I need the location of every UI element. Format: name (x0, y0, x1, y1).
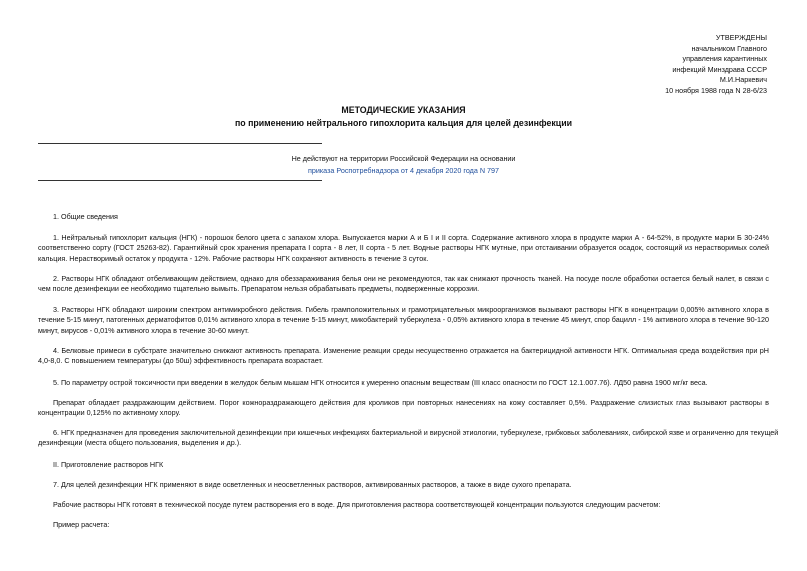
approval-line: УТВЕРЖДЕНЫ (715, 33, 767, 42)
divider-top (38, 143, 322, 144)
repeal-order-link[interactable]: приказа Роспотребнадзора от 4 декабря 2020 года N 797 (307, 166, 500, 175)
paragraph-10: Пример расчета: (53, 520, 110, 529)
divider-bottom (38, 180, 322, 181)
status-notice: Не действуют на территории Российской Федерации на основании (291, 154, 516, 163)
paragraph-2: 2. Растворы НГК обладают отбеливающим действием, однако для обеззараживания белья они не рекомендуются, так как снижают прочность тканей. На посуде после обработки остается белый налет, в связи с чем после дезинфекции ее необходимо тщательно вымыть. Препаратом нельзя обрабатывать предметы, подверженные коррозии. (38, 274, 769, 294)
section-heading: II. Приготовление растворов НГК (53, 460, 164, 469)
paragraph-1: 1. Нейтральный гипохлорит кальция (НГК) - порошок белого цвета с запахом хлора. Выпускается марки А и Б I и II сорта. Содержание активного хлора в продукте марки А - 64-52%, в продукте марки Б 30-24% соответственно сорту (ГОСТ 25263-82). Гарантийный срок хранения препарата I сорта - 8 лет, II сорта - 5 лет. Водные растворы НГК мутные, при отстаивании образуется осадок, состоящий из нерастворимых солей кальция. Нерастворимый остаток у продукта - 12%. Рабочие растворы НГК сохраняют активность в течение 3 суток. (38, 233, 769, 263)
document-title: МЕТОДИЧЕСКИЕ УКАЗАНИЯ (341, 105, 466, 115)
paragraph-5: 5. По параметру острой токсичности при введении в желудок белым мышам НГК относится к умеренно опасным веществам (III класс опасности по ГОСТ 12.1.007.76). ЛД50 равна 1900 мг/кг веса. (53, 378, 708, 387)
approval-line: М.И.Наркевич (719, 75, 767, 85)
paragraph-8: 7. Для целей дезинфекции НГК применяют в виде осветленных и неосветленных растворов, активированных растворов, а также в виде сухого препарата. (53, 480, 572, 489)
status-notice-link-row (0, 165, 807, 177)
approval-line: управления карантинных (682, 54, 767, 64)
section-heading: 1. Общие сведения (53, 212, 118, 221)
paragraph-7: 6. НГК предназначен для проведения заключительной дезинфекции при кишечных инфекциях бактериальной и вирусной этиологии, туберкулезе, грибковых заболеваниях, сибирской язве и ограниченно для текущей дезинфекции (места общего пользования, выделения и др.). (38, 428, 779, 448)
approval-line: начальником Главного (691, 43, 767, 53)
paragraph-9: Рабочие растворы НГК готовят в технической посуде путем растворения его в воде. Для приготовления раствора соответствующей концентрации пользуются следующим расчетом: (53, 500, 661, 509)
approval-line: 10 ноября 1988 года N 28-6/23 (665, 85, 767, 95)
approval-line: инфекций Минздрава СССР (672, 64, 767, 74)
approval-block (567, 33, 767, 97)
paragraph-6: Препарат обладает раздражающим действием. Порог кожнораздражающего действия для кроликов при повторных нанесениях на кожу составляет 0,5%. Раздражение слизистых глаз вызывают растворы в концентрации 0,125% по активному хлору. (38, 398, 769, 418)
paragraph-3: 3. Растворы НГК обладают широким спектром антимикробного действия. Гибель грамположительных и грамотрицательных микроорганизмов вызывают растворы НГК в концентрации 0,005% активного хлора в течение 5-15 минут, патогенных дерматофитов 0,01% активного хлора в течение 5-15 минут, микобактерий туберкулеза - 0,05% активного хлора в течение 45 минут, спор бацилл - 1% активного хлора в течение 90-120 минут, вирусов - 0,01% активного хлора в течение 30-60 минут. (38, 305, 769, 335)
document-subtitle: по применению нейтрального гипохлорита кальция для целей дезинфекции (234, 118, 573, 128)
paragraph-4: 4. Белковые примеси в субстрате значительно снижают активность препарата. Изменение реакции среды несущественно отражается на бактерицидной активности НГК. Оптимальная среда воздействия при рН 4,0-8,0. С повышением температуры (до 50ш) эффективность препарата возрастает. (38, 346, 769, 366)
